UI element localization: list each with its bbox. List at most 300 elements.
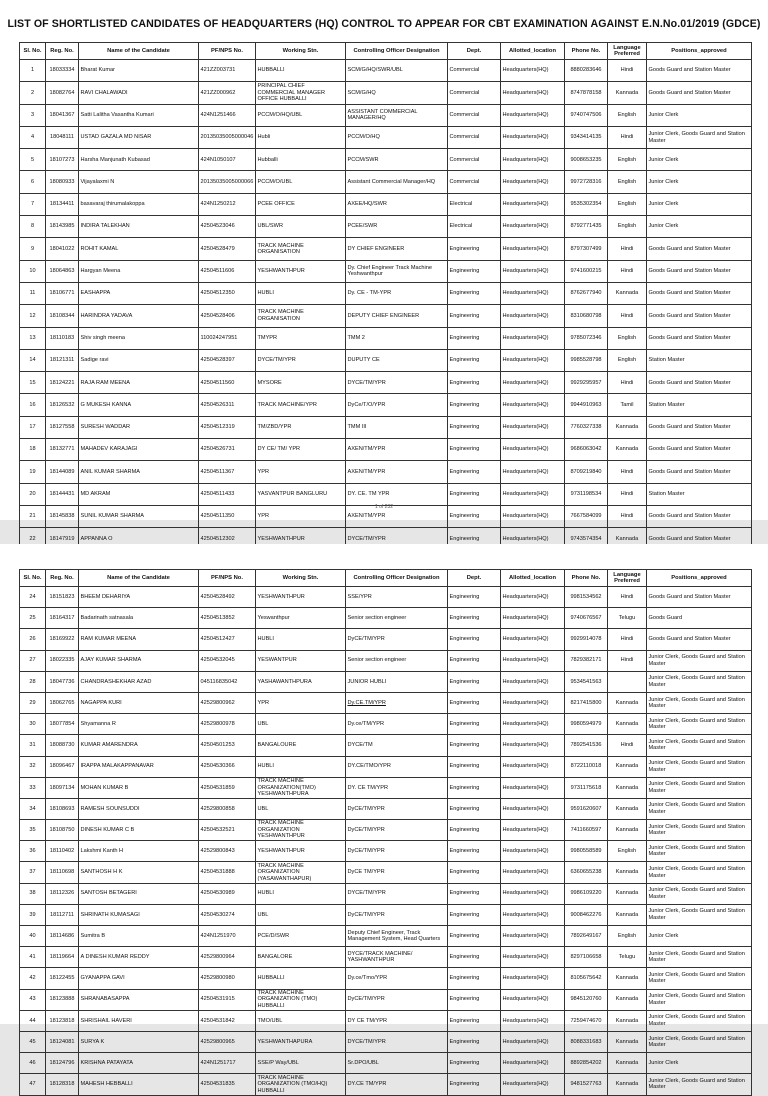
cell-allotted-location: Headquarters(HQ)	[501, 171, 565, 193]
cell-allotted-location: Headquarters(HQ)	[501, 104, 565, 126]
cell-sl-no: 14	[20, 349, 46, 371]
cell-candidate-name: Hargyan Meena	[79, 260, 199, 282]
cell-reg-no: 18144089	[46, 461, 79, 483]
cell-positions-approved: Junior Clerk, Goods Guard and Station Master	[647, 947, 752, 968]
cell-working-stn: BANGALOURE	[256, 735, 346, 756]
cell-working-stn: TRACK MACHINE ORGANISATION	[256, 305, 346, 327]
table-row	[20, 841, 752, 862]
cell-working-stn: TMYPR	[256, 327, 346, 349]
cell-working-stn: PCEE OFFICE	[256, 193, 346, 215]
cell-reg-no: 18112326	[46, 883, 79, 904]
cell-language: Kannada	[608, 528, 647, 550]
cell-sl-no: 27	[20, 650, 46, 671]
cell-phone-no: 8762677940	[565, 282, 608, 304]
cell-positions-approved: Junior Clerk, Goods Guard and Station Master	[647, 862, 752, 883]
cell-controlling-officer: DY. CE TM/YPR	[346, 777, 448, 798]
cell-working-stn: Hubballi	[256, 149, 346, 171]
header-allotted-location: Allotted_location	[501, 570, 565, 587]
table-row	[20, 820, 752, 841]
header-sl-no: Sl. No.	[20, 43, 46, 60]
cell-pf-nps-no: 42504530366	[199, 756, 256, 777]
cell-working-stn: TRACK MACHINE/YPR	[256, 394, 346, 416]
cell-reg-no: 18110402	[46, 841, 79, 862]
cell-candidate-name: Vijayalaxmi N	[79, 171, 199, 193]
cell-sl-no: 43	[20, 989, 46, 1010]
cell-phone-no: 8722110018	[565, 756, 608, 777]
table-header-row	[20, 570, 752, 587]
cell-language: English	[608, 171, 647, 193]
cell-working-stn: HUBBALLI	[256, 60, 346, 82]
cell-controlling-officer: DyCE/TM/YPR	[346, 989, 448, 1010]
header-language: Language Preferred	[608, 43, 647, 60]
cell-positions-approved: Junior Clerk, Goods Guard and Station Master	[647, 968, 752, 989]
header-candidate-name: Name of the Candidate	[79, 570, 199, 587]
cell-positions-approved: Junior Clerk, Goods Guard and Station Master	[647, 735, 752, 756]
cell-candidate-name: SHRISHAIL HAVERI	[79, 1010, 199, 1031]
cell-positions-approved: Junior Clerk	[647, 216, 752, 238]
cell-working-stn: TRACK MACHINE ORGANISATION	[256, 238, 346, 260]
cell-reg-no: 18047736	[46, 671, 79, 692]
candidates-table-page-1	[19, 42, 752, 573]
cell-positions-approved: Junior Clerk, Goods Guard and Station Master	[647, 883, 752, 904]
cell-candidate-name: NAGAPPA KURI	[79, 692, 199, 713]
cell-pf-nps-no: 42529800843	[199, 841, 256, 862]
table-row	[20, 260, 752, 282]
header-controlling-officer: Controlling Officer Designation	[346, 43, 448, 60]
cell-pf-nps-no: 42529800980	[199, 968, 256, 989]
cell-allotted-location: Headquarters(HQ)	[501, 629, 565, 650]
cell-phone-no: 9845120760	[565, 989, 608, 1010]
cell-reg-no: 18124796	[46, 1053, 79, 1074]
cell-pf-nps-no: 42504512319	[199, 416, 256, 438]
cell-reg-no: 18169922	[46, 629, 79, 650]
cell-controlling-officer: TMM 2	[346, 327, 448, 349]
cell-controlling-officer: PCEE/SWR	[346, 216, 448, 238]
cell-sl-no: 39	[20, 904, 46, 925]
cell-phone-no: 8217415800	[565, 692, 608, 713]
cell-working-stn: YESHWANTHPUR	[256, 528, 346, 550]
cell-sl-no: 42	[20, 968, 46, 989]
cell-positions-approved: Goods Guard and Station Master	[647, 629, 752, 650]
cell-reg-no: 18080933	[46, 171, 79, 193]
cell-dept: Engineering	[448, 692, 501, 713]
cell-pf-nps-no: 20135035005000046	[199, 126, 256, 148]
cell-phone-no: 8792771435	[565, 216, 608, 238]
table-row	[20, 126, 752, 148]
cell-phone-no: 7667584099	[565, 505, 608, 527]
cell-dept: Engineering	[448, 947, 501, 968]
cell-positions-approved: Junior Clerk, Goods Guard and Station Master	[647, 650, 752, 671]
cell-positions-approved: Goods Guard and Station Master	[647, 372, 752, 394]
cell-reg-no: 18110698	[46, 862, 79, 883]
cell-working-stn: Hubli	[256, 126, 346, 148]
cell-candidate-name: ROHIT KAMAL	[79, 238, 199, 260]
table-header-row	[20, 43, 752, 60]
cell-pf-nps-no: 42529800978	[199, 714, 256, 735]
cell-candidate-name: MOHAN KUMAR B	[79, 777, 199, 798]
cell-positions-approved: Station Master	[647, 349, 752, 371]
cell-reg-no: 18127558	[46, 416, 79, 438]
cell-sl-no: 1	[20, 60, 46, 82]
cell-controlling-officer: DY. CE. TM YPR	[346, 483, 448, 505]
cell-candidate-name: MD AKRAM	[79, 483, 199, 505]
cell-dept: Commercial	[448, 149, 501, 171]
cell-allotted-location: Headquarters(HQ)	[501, 461, 565, 483]
table-row	[20, 883, 752, 904]
cell-reg-no: 18108750	[46, 820, 79, 841]
cell-controlling-officer: DyCE TM/YPR	[346, 862, 448, 883]
cell-controlling-officer: Dy. CE - TM-YPR	[346, 282, 448, 304]
cell-working-stn: TRACK MACHINE ORGANIZATION (TMO) HUBBALLI	[256, 989, 346, 1010]
cell-controlling-officer: SSE/YPR	[346, 587, 448, 608]
cell-pf-nps-no: 42504531915	[199, 989, 256, 1010]
cell-allotted-location: Headquarters(HQ)	[501, 841, 565, 862]
table-row	[20, 671, 752, 692]
cell-pf-nps-no: 045116835042	[199, 671, 256, 692]
cell-controlling-officer: DEPUTY CHIEF ENGINEER	[346, 305, 448, 327]
cell-language: English	[608, 193, 647, 215]
cell-candidate-name: RAVI CHALAWADI	[79, 82, 199, 104]
cell-dept: Commercial	[448, 82, 501, 104]
cell-sl-no: 29	[20, 692, 46, 713]
cell-reg-no: 18082764	[46, 82, 79, 104]
cell-reg-no: 18132771	[46, 439, 79, 461]
cell-phone-no: 7892649167	[565, 926, 608, 947]
cell-allotted-location: Headquarters(HQ)	[501, 926, 565, 947]
cell-working-stn: UBL	[256, 714, 346, 735]
cell-pf-nps-no: 424N1250212	[199, 193, 256, 215]
cell-reg-no: 18108344	[46, 305, 79, 327]
header-pf-nps-no: PF/NPS No.	[199, 43, 256, 60]
cell-positions-approved: Goods Guard and Station Master	[647, 416, 752, 438]
cell-language: Tamil	[608, 394, 647, 416]
cell-phone-no: 9972728316	[565, 171, 608, 193]
cell-allotted-location: Headquarters(HQ)	[501, 883, 565, 904]
cell-positions-approved: Station Master	[647, 483, 752, 505]
cell-dept: Engineering	[448, 756, 501, 777]
cell-language: Kannada	[608, 862, 647, 883]
cell-candidate-name: INDIRA TALEKHAN	[79, 216, 199, 238]
table-row	[20, 461, 752, 483]
cell-sl-no: 17	[20, 416, 46, 438]
document-title: LIST OF SHORTLISTED CANDIDATES OF HEADQUARTERS (HQ) CONTROL TO APPEAR FOR CBT EXAMINATION AGAINST E.N.No.01/2019 (GDCE)	[7, 18, 761, 30]
cell-candidate-name: MAHADEV KARAJAGI	[79, 439, 199, 461]
candidates-table-page-2	[19, 569, 752, 1096]
cell-language: Hindi	[608, 238, 647, 260]
cell-sl-no: 4	[20, 126, 46, 148]
cell-reg-no: 18108693	[46, 798, 79, 819]
cell-controlling-officer: AXEE/HQ/SWR	[346, 193, 448, 215]
cell-dept: Engineering	[448, 714, 501, 735]
cell-language: Kannada	[608, 968, 647, 989]
cell-controlling-officer: ASSISTANT COMMERCIAL MANAGER/HQ	[346, 104, 448, 126]
cell-working-stn: TMO/UBL	[256, 1010, 346, 1031]
cell-pf-nps-no: 424N1050107	[199, 149, 256, 171]
cell-sl-no: 41	[20, 947, 46, 968]
cell-sl-no: 7	[20, 193, 46, 215]
cell-phone-no: 8310680798	[565, 305, 608, 327]
cell-candidate-name: Satti Lalitha Vasantha Kumari	[79, 104, 199, 126]
cell-positions-approved: Goods Guard and Station Master	[647, 82, 752, 104]
cell-positions-approved: Goods Guard	[647, 608, 752, 629]
cell-language: Hindi	[608, 260, 647, 282]
cell-phone-no: 8297106658	[565, 947, 608, 968]
cell-sl-no: 47	[20, 1074, 46, 1095]
cell-candidate-name: SURYA K	[79, 1031, 199, 1052]
cell-controlling-officer: Senior section engineer	[346, 608, 448, 629]
cell-dept: Commercial	[448, 60, 501, 82]
cell-candidate-name: Sumitra B	[79, 926, 199, 947]
cell-language: Kannada	[608, 989, 647, 1010]
cell-language: Hindi	[608, 372, 647, 394]
cell-language: Hindi	[608, 587, 647, 608]
cell-reg-no: 18088730	[46, 735, 79, 756]
cell-allotted-location: Headquarters(HQ)	[501, 126, 565, 148]
cell-language: English	[608, 841, 647, 862]
cell-dept: Engineering	[448, 926, 501, 947]
cell-dept: Engineering	[448, 1010, 501, 1031]
cell-phone-no: 9686063042	[565, 439, 608, 461]
table-row	[20, 735, 752, 756]
table-row	[20, 394, 752, 416]
cell-language: Hindi	[608, 629, 647, 650]
table-row	[20, 926, 752, 947]
cell-sl-no: 21	[20, 505, 46, 527]
cell-reg-no: 18062765	[46, 692, 79, 713]
cell-language: Kannada	[608, 798, 647, 819]
cell-positions-approved: Junior Clerk, Goods Guard and Station Master	[647, 1074, 752, 1095]
cell-reg-no: 18114686	[46, 926, 79, 947]
cell-language: Kannada	[608, 883, 647, 904]
cell-positions-approved: Junior Clerk, Goods Guard and Station Master	[647, 798, 752, 819]
cell-controlling-officer: Deputy Chief Engineer, Track Management System, Head Quarters	[346, 926, 448, 947]
cell-language: Hindi	[608, 461, 647, 483]
cell-language: Hindi	[608, 735, 647, 756]
cell-controlling-officer: Assistant Commercial Manager/HQ	[346, 171, 448, 193]
cell-reg-no: 18106771	[46, 282, 79, 304]
cell-dept: Engineering	[448, 862, 501, 883]
cell-phone-no: 9591620607	[565, 798, 608, 819]
cell-controlling-officer: DYCE/TM/YPR	[346, 372, 448, 394]
cell-sl-no: 35	[20, 820, 46, 841]
cell-phone-no: 8797307499	[565, 238, 608, 260]
cell-language: Hindi	[608, 126, 647, 148]
cell-working-stn: SSE/P Way/UBL	[256, 1053, 346, 1074]
cell-controlling-officer: DYCE/TM/YPR	[346, 883, 448, 904]
header-positions-approved: Positions_approved	[647, 43, 752, 60]
cell-candidate-name: USTAD GAZALA MD NISAR	[79, 126, 199, 148]
cell-language: Kannada	[608, 1010, 647, 1031]
cell-dept: Commercial	[448, 126, 501, 148]
cell-controlling-officer: DY CHIEF ENGINEER	[346, 238, 448, 260]
cell-allotted-location: Headquarters(HQ)	[501, 60, 565, 82]
cell-pf-nps-no: 424N1251466	[199, 104, 256, 126]
cell-allotted-location: Headquarters(HQ)	[501, 862, 565, 883]
cell-pf-nps-no: 42504512350	[199, 282, 256, 304]
cell-candidate-name: SHRINATH KUMASAGI	[79, 904, 199, 925]
cell-controlling-officer: DyCE/TM/YPR	[346, 798, 448, 819]
pdf-page-1	[0, 0, 768, 542]
cell-phone-no: 8088331683	[565, 1031, 608, 1052]
cell-positions-approved: Goods Guard and Station Master	[647, 60, 752, 82]
cell-controlling-officer: AXEN/TM/YPR	[346, 505, 448, 527]
cell-controlling-officer: DYCE/TM	[346, 735, 448, 756]
cell-working-stn: HUBLI	[256, 629, 346, 650]
cell-candidate-name: basavaraj thirumalakoppa	[79, 193, 199, 215]
cell-language: Kannada	[608, 82, 647, 104]
cell-phone-no: 9731175618	[565, 777, 608, 798]
cell-candidate-name: SUNIL KUMAR SHARMA	[79, 505, 199, 527]
cell-allotted-location: Headquarters(HQ)	[501, 439, 565, 461]
cell-allotted-location: Headquarters(HQ)	[501, 904, 565, 925]
cell-positions-approved: Junior Clerk, Goods Guard and Station Master	[647, 126, 752, 148]
cell-positions-approved: Junior Clerk	[647, 926, 752, 947]
table-row	[20, 629, 752, 650]
table-row	[20, 171, 752, 193]
cell-working-stn: PCE/D/SWR	[256, 926, 346, 947]
cell-dept: Engineering	[448, 349, 501, 371]
cell-phone-no: 7411660597	[565, 820, 608, 841]
cell-language: Kannada	[608, 1053, 647, 1074]
cell-positions-approved: Junior Clerk, Goods Guard and Station Master	[647, 692, 752, 713]
cell-reg-no: 18164317	[46, 608, 79, 629]
cell-pf-nps-no: 42504512427	[199, 629, 256, 650]
table-row	[20, 216, 752, 238]
cell-pf-nps-no: 20135035005000066	[199, 171, 256, 193]
cell-candidate-name: IRAPPA MALAKAPPANAVAR	[79, 756, 199, 777]
cell-language: English	[608, 149, 647, 171]
cell-pf-nps-no: 42529800962	[199, 692, 256, 713]
cell-language: English	[608, 104, 647, 126]
cell-phone-no: 7259474670	[565, 1010, 608, 1031]
cell-working-stn: HUBLI	[256, 282, 346, 304]
cell-positions-approved: Junior Clerk, Goods Guard and Station Master	[647, 1010, 752, 1031]
cell-dept: Engineering	[448, 820, 501, 841]
cell-phone-no: 9944910963	[565, 394, 608, 416]
cell-reg-no: 18143985	[46, 216, 79, 238]
cell-dept: Engineering	[448, 282, 501, 304]
cell-phone-no: 9481527763	[565, 1074, 608, 1095]
cell-language	[608, 671, 647, 692]
table-row	[20, 60, 752, 82]
table-row	[20, 483, 752, 505]
cell-language: Hindi	[608, 505, 647, 527]
cell-working-stn: YASHAWANTHPURA	[256, 671, 346, 692]
table-row	[20, 1053, 752, 1074]
cell-positions-approved: Goods Guard and Station Master	[647, 282, 752, 304]
cell-positions-approved: Station Master	[647, 394, 752, 416]
cell-allotted-location: Headquarters(HQ)	[501, 587, 565, 608]
cell-allotted-location: Headquarters(HQ)	[501, 416, 565, 438]
cell-dept: Engineering	[448, 260, 501, 282]
cell-reg-no: 18124221	[46, 372, 79, 394]
cell-phone-no: 6360655238	[565, 862, 608, 883]
cell-dept: Engineering	[448, 305, 501, 327]
cell-pf-nps-no: 421ZZ000962	[199, 82, 256, 104]
cell-reg-no: 18151823	[46, 587, 79, 608]
table-row	[20, 82, 752, 104]
cell-working-stn: TRACK MACHINE ORGANIZATION(TMO) YESHWANTHPURA	[256, 777, 346, 798]
cell-working-stn: TRACK MACHINE ORGANIZATION (YASAWANTHAPUR)	[256, 862, 346, 883]
cell-dept: Commercial	[448, 104, 501, 126]
pdf-page-2	[0, 544, 768, 1094]
cell-phone-no: 8747878158	[565, 82, 608, 104]
table-row	[20, 1074, 752, 1095]
cell-dept: Engineering	[448, 587, 501, 608]
cell-controlling-officer: Dy.ce/TM/YPR	[346, 714, 448, 735]
cell-phone-no: 7760327338	[565, 416, 608, 438]
controlling-officer-link[interactable]: Dy.CE.TM/YPR	[346, 692, 448, 713]
cell-sl-no: 22	[20, 528, 46, 550]
cell-sl-no: 19	[20, 461, 46, 483]
cell-working-stn: DYCE/TM/YPR	[256, 349, 346, 371]
cell-pf-nps-no: 42504526731	[199, 439, 256, 461]
cell-dept: Engineering	[448, 439, 501, 461]
cell-dept: Engineering	[448, 968, 501, 989]
cell-positions-approved: Junior Clerk, Goods Guard and Station Master	[647, 841, 752, 862]
cell-working-stn: YASVANTPUR BANGLURU	[256, 483, 346, 505]
cell-phone-no: 7829382171	[565, 650, 608, 671]
cell-controlling-officer: DyCe/T/O/YPR	[346, 394, 448, 416]
cell-positions-approved: Junior Clerk	[647, 149, 752, 171]
table-row	[20, 862, 752, 883]
cell-controlling-officer: DyCE/TM/YPR	[346, 820, 448, 841]
cell-dept: Engineering	[448, 372, 501, 394]
cell-dept: Engineering	[448, 904, 501, 925]
cell-positions-approved: Junior Clerk, Goods Guard and Station Master	[647, 756, 752, 777]
cell-controlling-officer: DY.CE TM/YPR	[346, 1074, 448, 1095]
table-row	[20, 692, 752, 713]
cell-working-stn: HUBLI	[256, 883, 346, 904]
cell-dept: Engineering	[448, 989, 501, 1010]
cell-allotted-location: Headquarters(HQ)	[501, 327, 565, 349]
header-candidate-name: Name of the Candidate	[79, 43, 199, 60]
cell-sl-no: 28	[20, 671, 46, 692]
cell-working-stn: PRINCIPAL CHIEF COMMERCIAL MANAGER OFFICE HUBBALLI	[256, 82, 346, 104]
cell-language: Hindi	[608, 483, 647, 505]
cell-pf-nps-no: 42504511367	[199, 461, 256, 483]
cell-candidate-name: A DINESH KUMAR REDDY	[79, 947, 199, 968]
cell-reg-no: 18077854	[46, 714, 79, 735]
cell-candidate-name: Lakshmi Kanth H	[79, 841, 199, 862]
header-sl-no: Sl. No.	[20, 570, 46, 587]
cell-allotted-location: Headquarters(HQ)	[501, 528, 565, 550]
cell-reg-no: 18145838	[46, 505, 79, 527]
cell-controlling-officer: Dy.ce/Tmo/YPR	[346, 968, 448, 989]
cell-reg-no: 18128318	[46, 1074, 79, 1095]
cell-phone-no: 9008462276	[565, 904, 608, 925]
table-row	[20, 439, 752, 461]
cell-sl-no: 16	[20, 394, 46, 416]
cell-reg-no: 18110183	[46, 327, 79, 349]
cell-sl-no: 45	[20, 1031, 46, 1052]
cell-allotted-location: Headquarters(HQ)	[501, 82, 565, 104]
cell-phone-no: 7892541536	[565, 735, 608, 756]
cell-sl-no: 15	[20, 372, 46, 394]
cell-sl-no: 8	[20, 216, 46, 238]
cell-working-stn: YPR	[256, 505, 346, 527]
cell-pf-nps-no: 424N1251717	[199, 1053, 256, 1074]
cell-reg-no: 18097134	[46, 777, 79, 798]
cell-phone-no: 9740676567	[565, 608, 608, 629]
cell-reg-no: 18022335	[46, 650, 79, 671]
table-row	[20, 608, 752, 629]
cell-sl-no: 25	[20, 608, 46, 629]
cell-candidate-name: KUMAR AMARENDRA	[79, 735, 199, 756]
header-allotted-location: Allotted_location	[501, 43, 565, 60]
cell-reg-no: 18112711	[46, 904, 79, 925]
cell-language: Kannada	[608, 756, 647, 777]
